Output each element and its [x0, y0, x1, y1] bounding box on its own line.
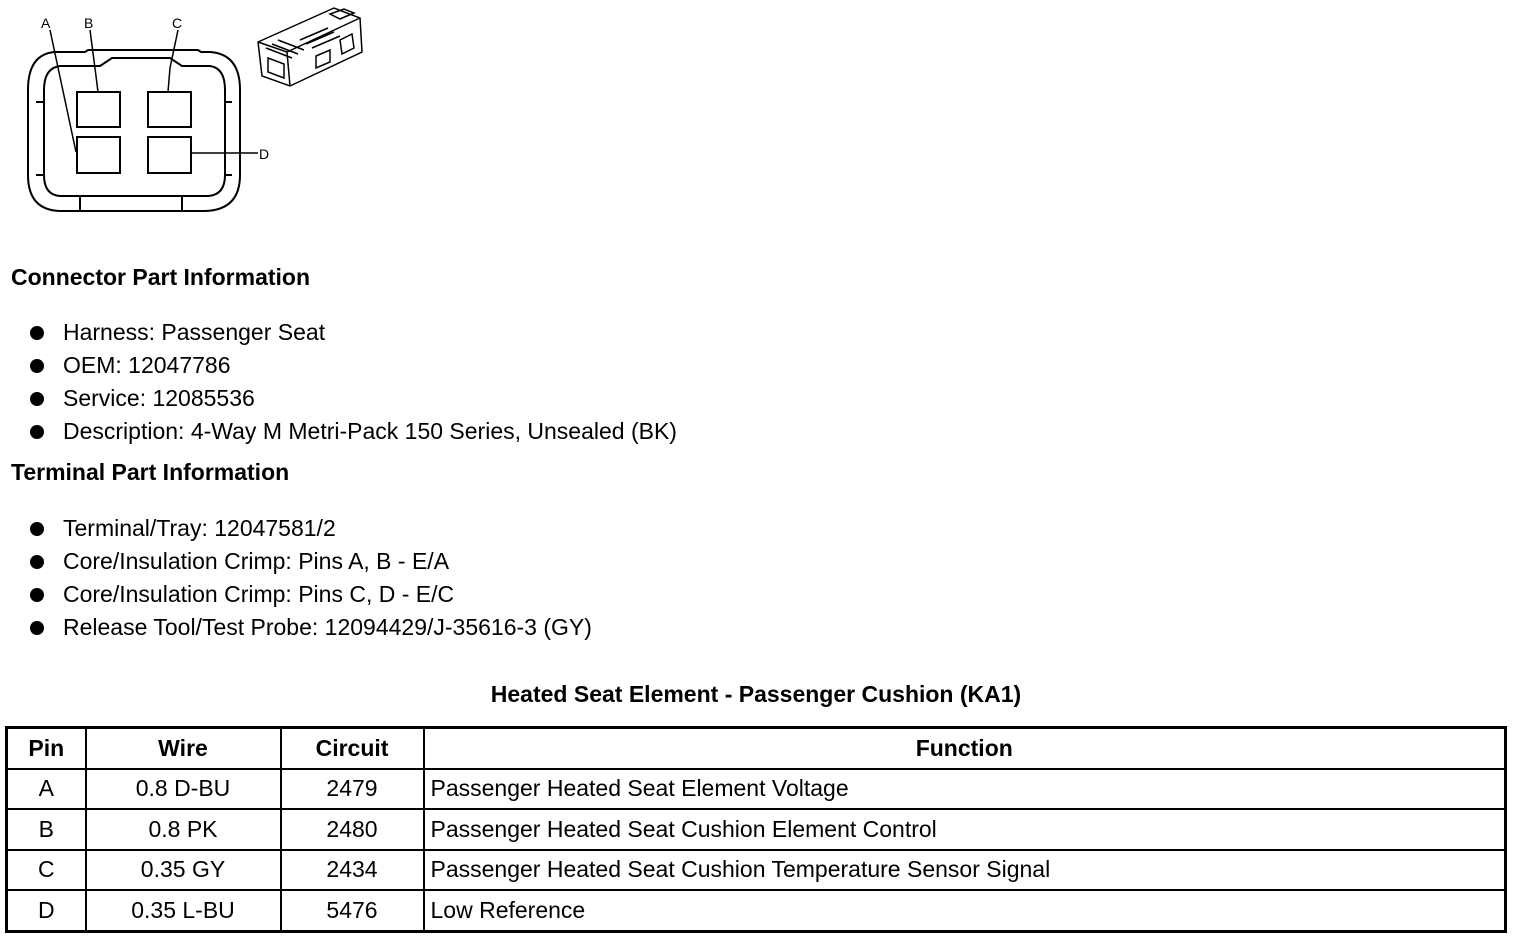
connector-info-list — [28, 316, 677, 448]
bullet-icon — [30, 326, 44, 340]
terminal-info-title: Terminal Part Information — [11, 459, 290, 485]
pin-cavity-b — [77, 92, 120, 127]
cell-pin: B — [7, 809, 86, 850]
table-row — [7, 890, 1506, 931]
header-function: Function — [424, 728, 1506, 769]
bullet-icon — [30, 555, 44, 569]
cell-function: Passenger Heated Seat Cushion Element Control — [424, 809, 1506, 850]
cell-function: Low Reference — [424, 890, 1506, 931]
list-item: Service: 12085536 — [28, 382, 677, 415]
connector-diagram — [0, 0, 380, 220]
bullet-icon — [30, 392, 44, 406]
cell-wire: 0.35 GY — [86, 850, 281, 891]
pin-cavity-c — [148, 92, 191, 127]
list-item: Core/Insulation Crimp: Pins A, B - E/A — [28, 545, 592, 578]
cell-circuit: 5476 — [281, 890, 424, 931]
cell-wire: 0.35 L-BU — [86, 890, 281, 931]
cell-pin: A — [7, 769, 86, 810]
table-row — [7, 809, 1506, 850]
table-title: Heated Seat Element - Passenger Cushion (KA1) — [490, 681, 1022, 707]
pin-cavity-a — [77, 137, 120, 173]
table-row — [7, 850, 1506, 891]
terminal-info-list — [28, 512, 592, 644]
table-header-row — [7, 728, 1506, 769]
cell-function: Passenger Heated Seat Element Voltage — [424, 769, 1506, 810]
list-item: Description: 4-Way M Metri-Pack 150 Series, Unsealed (BK) — [28, 415, 677, 448]
cell-function: Passenger Heated Seat Cushion Temperature Sensor Signal — [424, 850, 1506, 891]
cell-circuit: 2480 — [281, 809, 424, 850]
bullet-icon — [30, 588, 44, 602]
pin-label-a: A — [41, 15, 51, 31]
cell-pin: D — [7, 890, 86, 931]
list-item: OEM: 12047786 — [28, 349, 677, 382]
bullet-icon — [30, 425, 44, 439]
header-wire: Wire — [86, 728, 281, 769]
pinout-table — [5, 726, 1507, 933]
list-item: Core/Insulation Crimp: Pins C, D - E/C — [28, 578, 592, 611]
bullet-icon — [30, 359, 44, 373]
connector-isometric-icon — [258, 8, 362, 86]
pin-cavity-d — [148, 137, 191, 173]
cell-circuit: 2434 — [281, 850, 424, 891]
pin-label-b: B — [84, 15, 94, 31]
pin-label-d: D — [259, 146, 270, 162]
cell-pin: C — [7, 850, 86, 891]
header-pin: Pin — [7, 728, 86, 769]
bullet-icon — [30, 621, 44, 635]
table-row — [7, 769, 1506, 810]
cell-wire: 0.8 PK — [86, 809, 281, 850]
list-item: Terminal/Tray: 12047581/2 — [28, 512, 592, 545]
connector-info-title: Connector Part Information — [11, 264, 311, 290]
header-circuit: Circuit — [281, 728, 424, 769]
list-item: Release Tool/Test Probe: 12094429/J-35616-3 (GY) — [28, 611, 592, 644]
bullet-icon — [30, 522, 44, 536]
cell-circuit: 2479 — [281, 769, 424, 810]
list-item: Harness: Passenger Seat — [28, 316, 677, 349]
pin-label-c: C — [172, 15, 183, 31]
cell-wire: 0.8 D-BU — [86, 769, 281, 810]
